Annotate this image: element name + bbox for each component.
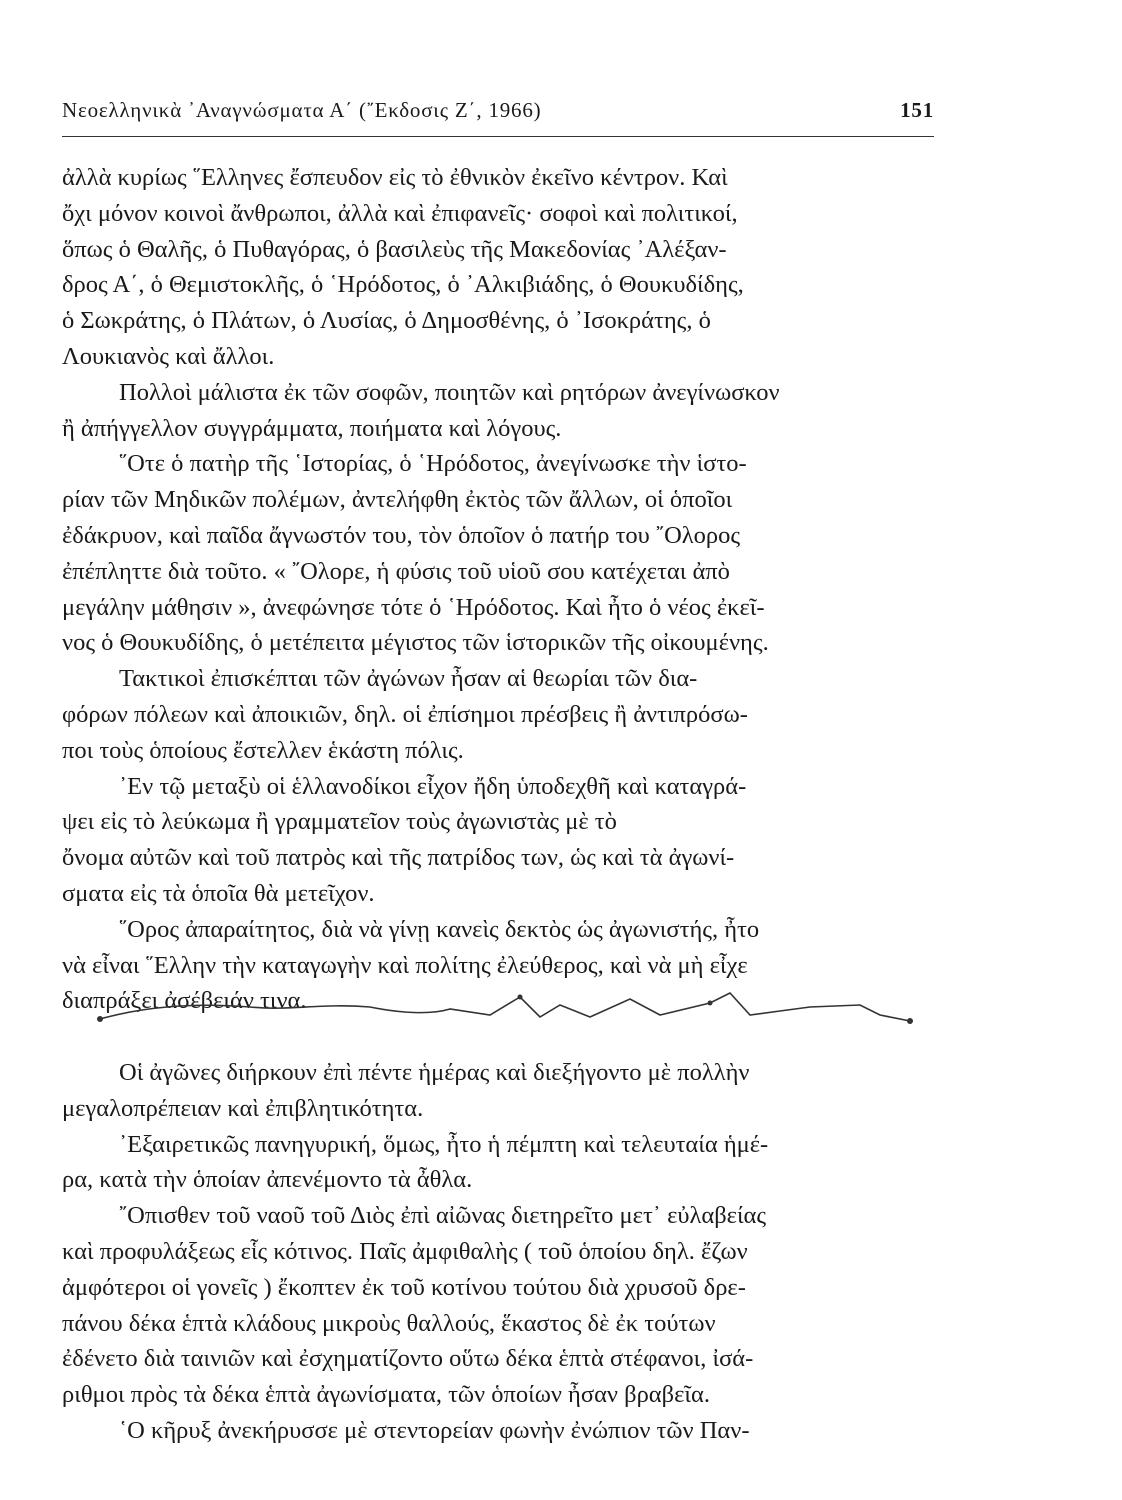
text-line: ἀλλὰ κυρίως ῞Ελληνες ἔσπευδον εἰς τὸ ἐθνικὸν ἐκεῖνο κέντρον. Καὶ bbox=[62, 164, 728, 191]
text-line: ὅπως ὁ Θαλῆς, ὁ Πυθαγόρας, ὁ βασιλεὺς τῆς Μακεδονίας ᾿Αλέξαν- bbox=[62, 235, 727, 263]
text-line: μεγαλοπρέπειαν καὶ ἐπιβλητικότητα. bbox=[62, 1094, 424, 1122]
text-line: ριθμοι πρὸς τὰ δέκα ἑπτὰ ἀγωνίσματα, τῶν ὁποίων ἦσαν βραβεῖα. bbox=[62, 1381, 710, 1409]
text-line: διαπράξει ἀσέβειάν τινα. bbox=[62, 987, 307, 1015]
text-line: Τακτικοὶ ἐπισκέπται τῶν ἀγώνων ἦσαν αἱ θεωρίαι τῶν δια- bbox=[119, 665, 698, 693]
running-header bbox=[62, 98, 934, 123]
text-line: νὰ εἶναι ῞Ελλην τὴν καταγωγὴν καὶ πολίτης ἐλεύθερος, καὶ νὰ μὴ εἶχε bbox=[62, 951, 748, 979]
text-line: ῾Ο κῆρυξ ἀνεκήρυσσε μὲ στεντορείαν φωνὴν ἐνώπιον τῶν Παν- bbox=[119, 1416, 750, 1444]
text-line: ῞Ορος ἀπαραίτητος, διὰ νὰ γίνῃ κανεὶς δεκτὸς ὡς ἀγωνιστής, ἦτο bbox=[119, 915, 760, 943]
text-line: ᾿Εν τῷ μεταξὺ οἱ ἑλλανοδίκοι εἶχον ἤδη ὑποδεχθῆ καὶ καταγρά- bbox=[119, 772, 747, 800]
text-line: νος ὁ Θουκυδίδης, ὁ μετέπειτα μέγιστος τῶν ἱστορικῶν τῆς οἰκουμένης. bbox=[62, 629, 769, 657]
text-line: ἀμφότεροι οἱ γονεῖς ) ἔκοπτεν ἐκ τοῦ κοτίνου τούτου διὰ χρυσοῦ δρε- bbox=[62, 1273, 746, 1301]
text-line: ἢ ἀπήγγελλον συγγράμματα, ποιήματα καὶ λόγους. bbox=[62, 414, 562, 442]
text-line: πάνου δέκα ἑπτὰ κλάδους μικροὺς θαλλούς, ἕκαστος δὲ ἐκ τούτων bbox=[62, 1309, 716, 1337]
text-line: Λουκιανὸς καὶ ἄλλοι. bbox=[62, 342, 275, 370]
text-line: ῞Οτε ὁ πατὴρ τῆς ῾Ιστορίας, ὁ ῾Ηρόδοτος, ἀνεγίνωσκε τὴν ἱστο- bbox=[119, 450, 747, 478]
text-line: ψει εἰς τὸ λεύκωμα ἢ γραμματεῖον τοὺς ἀγωνιστὰς μὲ τὸ bbox=[62, 808, 617, 836]
body-text bbox=[62, 160, 936, 1449]
text-line: Οἱ ἀγῶνες διήρκουν ἐπὶ πέντε ἡμέρας καὶ διεξήγοντο μὲ πολλὴν bbox=[119, 1058, 750, 1086]
text-line: ἐδένετο διὰ ταινιῶν καὶ ἐσχηματίζοντο οὕτω δέκα ἑπτὰ στέφανοι, ἰσά- bbox=[62, 1345, 754, 1373]
text-line: ἐδάκρυον, καὶ παῖδα ἄγνωστόν του, τὸν ὁποῖον ὁ πατήρ του ῎Ολορος bbox=[62, 521, 741, 549]
text-line: ὁ Σωκράτης, ὁ Πλάτων, ὁ Λυσίας, ὁ Δημοσθένης, ὁ ᾿Ισοκράτης, ὁ bbox=[62, 307, 711, 335]
text-line: ὄχι μόνον κοινοὶ ἄνθρωποι, ἀλλὰ καὶ ἐπιφανεῖς· σοφοὶ καὶ πολιτικοί, bbox=[62, 199, 738, 227]
handwritten-scribble bbox=[70, 985, 930, 1045]
text-line: μεγάλην μάθησιν », ἀνεφώνησε τότε ὁ ῾Ηρόδοτος. Καὶ ἦτο ὁ νέος ἐκεῖ- bbox=[62, 593, 765, 621]
text-line: καὶ προφυλάξεως εἷς κότινος. Παῖς ἀμφιθαλὴς ( τοῦ ὁποίου δηλ. ἔζων bbox=[62, 1237, 748, 1265]
text-line: ὄνομα αὐτῶν καὶ τοῦ πατρὸς καὶ τῆς πατρίδος των, ὡς καὶ τὰ ἀγωνί- bbox=[62, 844, 735, 872]
text-line: Πολλοὶ μάλιστα ἐκ τῶν σοφῶν, ποιητῶν καὶ ρητόρων ἀνεγίνωσκον bbox=[119, 378, 780, 406]
page-number: 151 bbox=[900, 98, 934, 122]
text-line: ρα, κατὰ τὴν ὁποίαν ἀπενέμοντο τὰ ἆθλα. bbox=[62, 1166, 473, 1194]
text-line: ἐπέπληττε διὰ τοῦτο. « ῎Ολορε, ἡ φύσις τοῦ υἱοῦ σου κατέχεται ἀπὸ bbox=[62, 557, 730, 585]
text-line: ρίαν τῶν Μηδικῶν πολέμων, ἀντελήφθη ἐκτὸς τῶν ἄλλων, οἱ ὁποῖοι bbox=[62, 486, 733, 514]
header-title: Νεοελληνικὰ ᾿Αναγνώσματα Α΄ (῎Εκδοσις Ζ΄, 1966) bbox=[62, 98, 542, 122]
text-line: σματα εἰς τὰ ὁποῖα θὰ μετεῖχον. bbox=[62, 879, 375, 907]
header-rule bbox=[62, 136, 934, 137]
text-line: ᾿Εξαιρετικῶς πανηγυρική, ὅμως, ἦτο ἡ πέμπτη καὶ τελευταία ἡμέ- bbox=[119, 1130, 769, 1158]
text-line: δρος Α΄, ὁ Θεμιστοκλῆς, ὁ ῾Ηρόδοτος, ὁ ᾿Αλκιβιάδης, ὁ Θουκυδίδης, bbox=[62, 271, 744, 299]
text-line: φόρων πόλεων καὶ ἀποικιῶν, δηλ. οἱ ἐπίσημοι πρέσβεις ἢ ἀντιπρόσω- bbox=[62, 700, 748, 728]
text-line: ποι τοὺς ὁποίους ἔστελλεν ἑκάστη πόλις. bbox=[62, 736, 464, 764]
text-line: ῎Οπισθεν τοῦ ναοῦ τοῦ Διὸς ἐπὶ αἰῶνας διετηρεῖτο μετ᾿ εὐλαβείας bbox=[119, 1202, 767, 1230]
